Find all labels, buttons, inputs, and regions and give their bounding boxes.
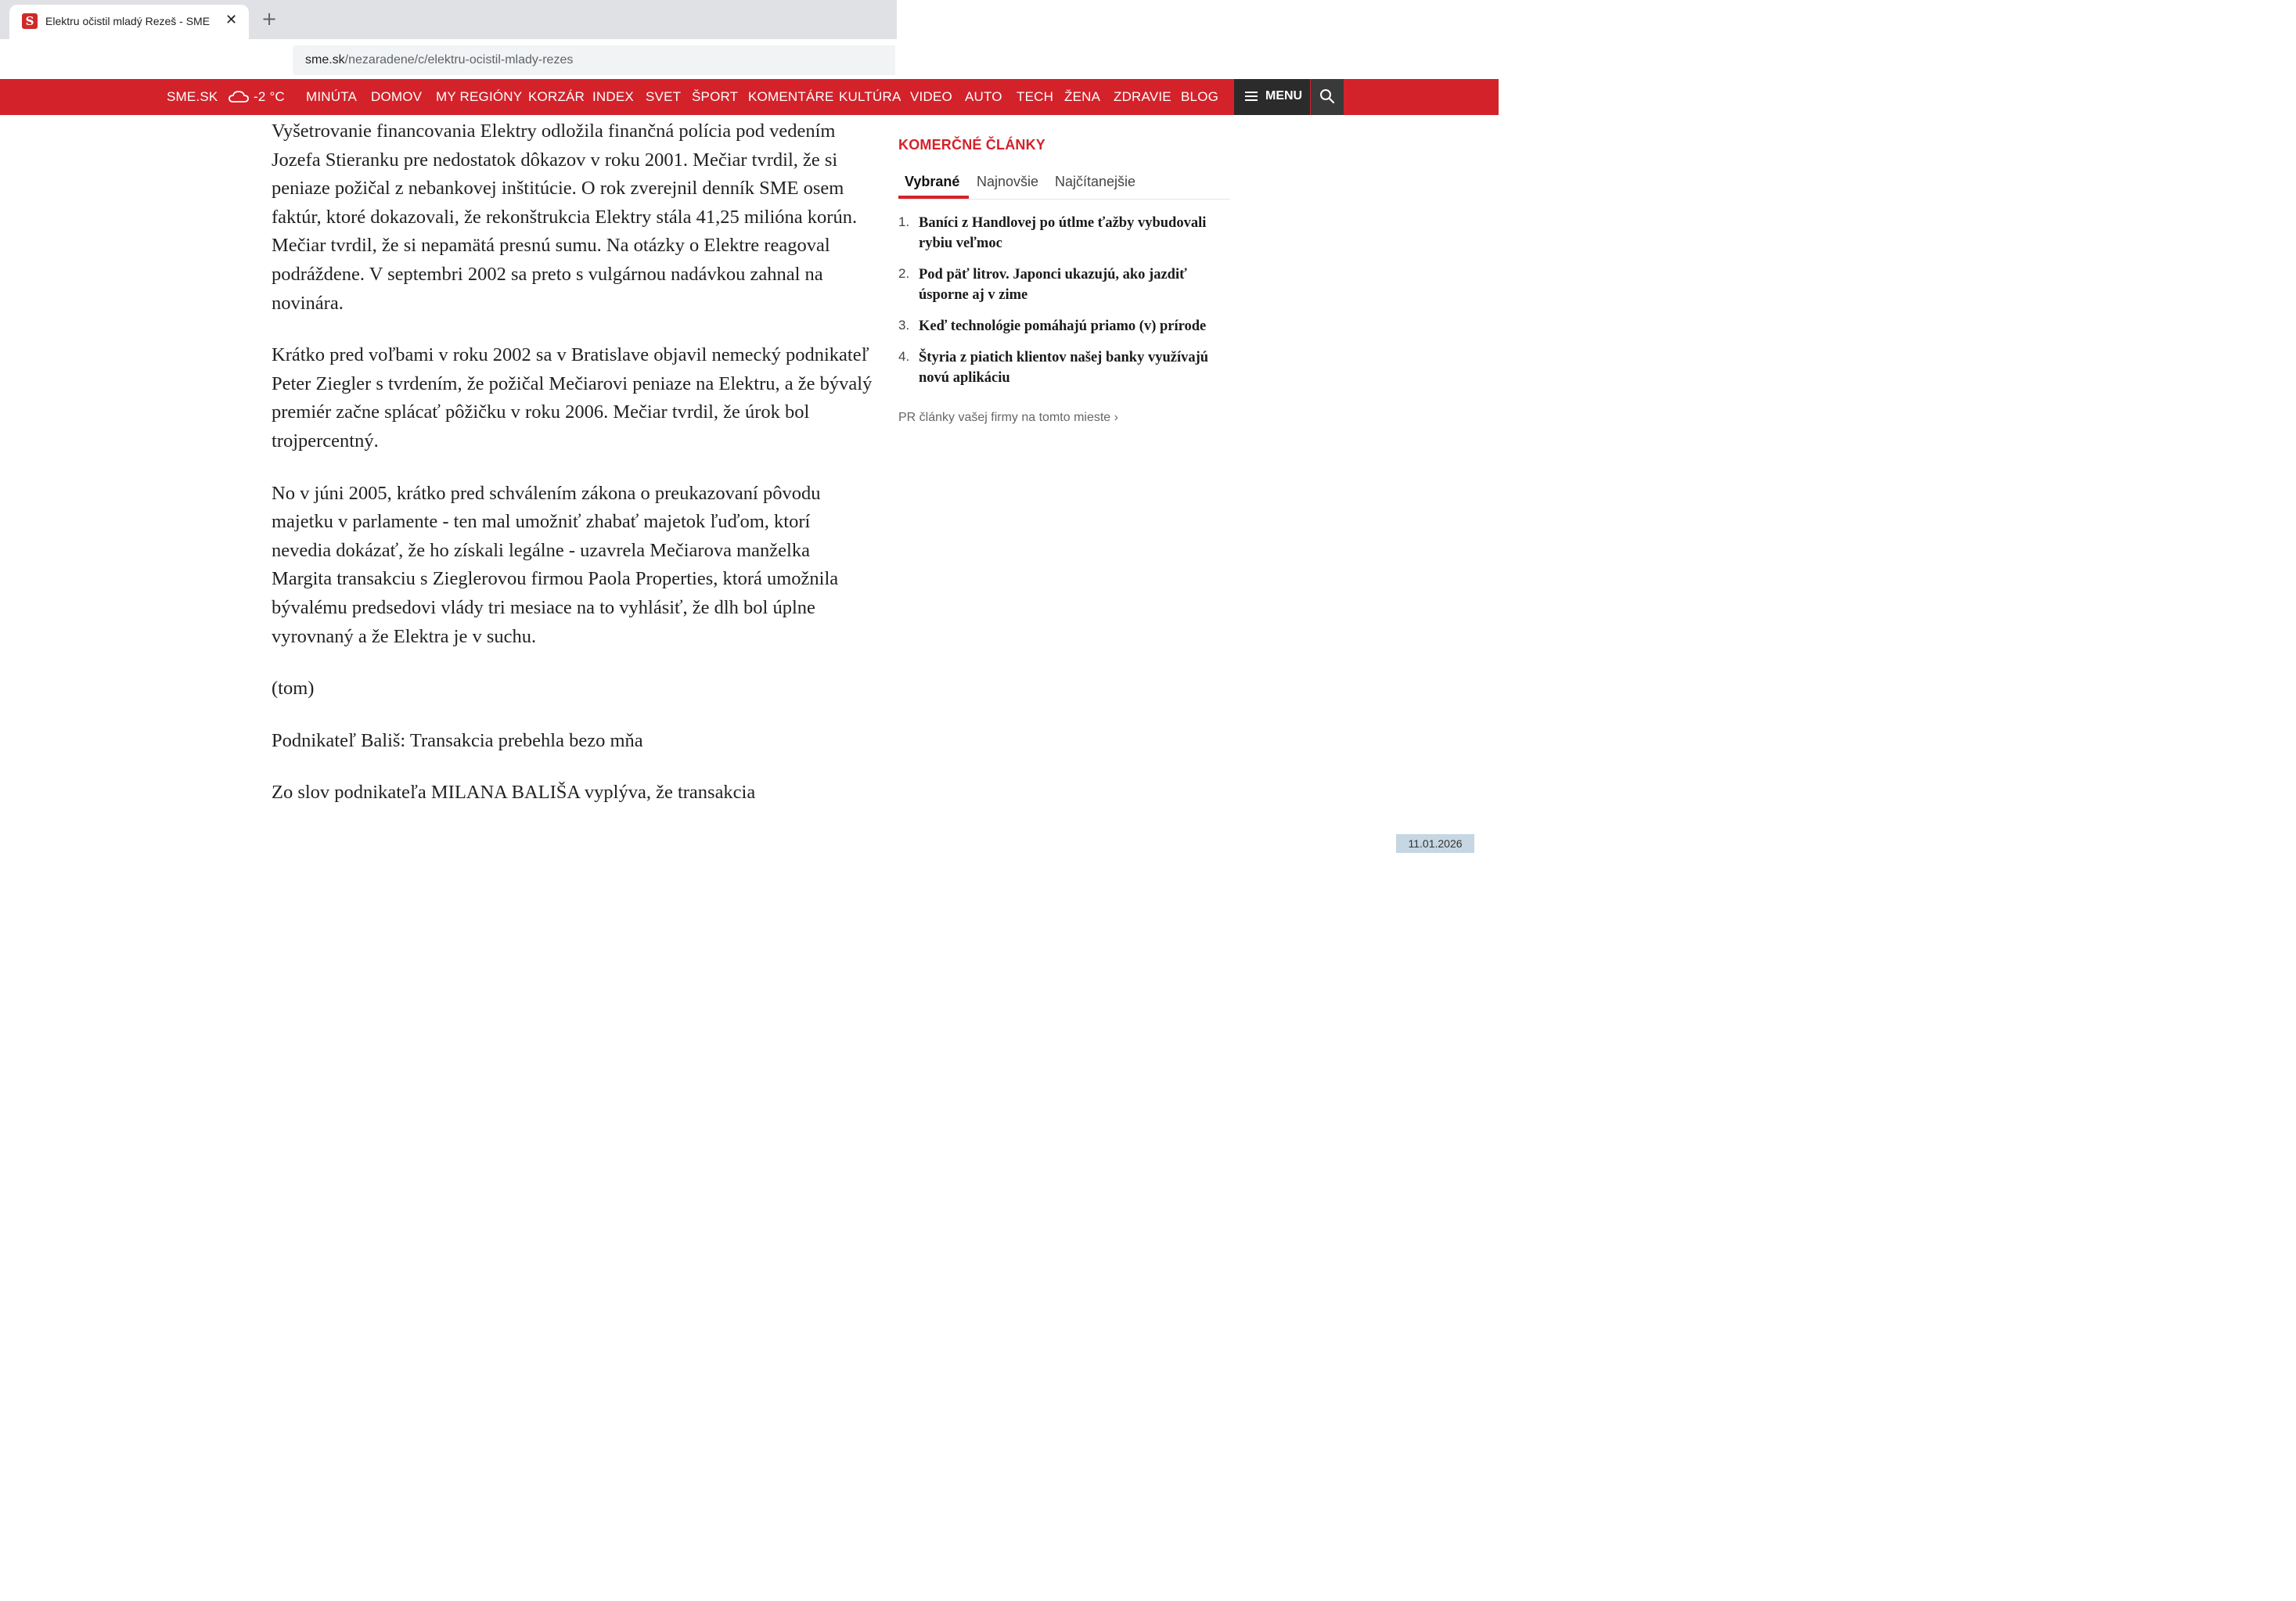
nav-item-kultura[interactable]: KULTÚRA	[839, 89, 901, 104]
hamburger-icon	[1245, 92, 1258, 101]
tab-strip	[0, 0, 897, 39]
article-author-tag: (tom)	[272, 678, 315, 700]
weather-temperature[interactable]: -2 °C	[254, 89, 285, 104]
list-item-number: 2.	[898, 266, 910, 281]
search-button[interactable]	[1311, 79, 1344, 115]
list-item[interactable]	[898, 316, 1235, 336]
article-paragraph: Zo slov podnikateľa MILANA BALIŠA vyplýva, že transakcia	[272, 782, 756, 804]
sidebar-tabs	[898, 172, 1230, 200]
nav-item-tech[interactable]: TECH	[1017, 89, 1054, 104]
url-text[interactable]	[305, 53, 573, 67]
article-body	[272, 117, 874, 812]
list-item-number: 4.	[898, 349, 910, 364]
tab-title: Elektru očistil mladý Rezeš - SME	[45, 15, 211, 27]
nav-item-zdravie[interactable]: ZDRAVIE	[1114, 89, 1171, 104]
menu-button[interactable]	[1234, 79, 1310, 115]
list-item-link[interactable]: Pod päť litrov. Japonci ukazujú, ako jazdiť úsporne aj v zime	[919, 267, 1187, 303]
browser-tab[interactable]	[9, 5, 249, 39]
nav-item-auto[interactable]: AUTO	[965, 89, 1002, 104]
article-paragraph: No v júni 2005, krátko pred schválením zákona o preukazovaní pôvodu majetku v parlamente - ten mal umožniť zhabať majetok ľuďom, ktorí nevedia dokázať, že ho získali legálne - uzavrela Mečiarova manželka Margita transakciu s Zieglerovou firmou Paola Properties, ktorá umožnila bývalému predsedovi vlády tri mesiace na to vyhlásiť, že dlh bol úplne vyrovnaný a že Elektra je v suchu.	[272, 482, 839, 647]
list-item[interactable]	[898, 213, 1235, 254]
nav-item-video[interactable]: VIDEO	[910, 89, 952, 104]
nav-item-zena[interactable]: ŽENA	[1064, 89, 1101, 104]
date-badge: 11.01.2026	[1396, 834, 1474, 853]
nav-brand-link[interactable]: SME.SK	[167, 89, 218, 104]
list-item[interactable]	[898, 347, 1235, 388]
nav-item-sport[interactable]: ŠPORT	[692, 89, 739, 104]
nav-item-svet[interactable]: SVET	[646, 89, 682, 104]
active-tab-indicator	[898, 196, 969, 199]
tab-najnovsie[interactable]: Najnovšie	[977, 174, 1039, 189]
list-item-link[interactable]: Baníci z Handlovej po útlme ťažby vybudovali rybiu veľmoc	[919, 215, 1207, 251]
site-navbar	[0, 79, 1499, 115]
article-paragraph: Vyšetrovanie financovania Elektry odložila finančná polícia pod vedením Jozefa Stieranku pre nedostatok dôkazov v roku 2001. Mečiar tvrdil, že si peniaze požičal z nebankovej inštitúcie. O rok zverejnil denník SME osem faktúr, ktoré dokazovali, že rekonštrukcia Elektry stála 41,25 milióna korún. Mečiar tvrdil, že si nepamätá presnú sumu. Na otázky o Elektre reagoval podráždene. V septembri 2002 sa preto s vulgárnou nadávkou zahnal na novinára.	[272, 121, 858, 314]
address-bar[interactable]	[293, 45, 895, 75]
nav-item-komentare[interactable]: KOMENTÁRE	[748, 89, 834, 104]
list-item-link[interactable]: Štyria z piatich klientov našej banky využívajú novú aplikáciu	[919, 350, 1209, 386]
search-icon	[1319, 88, 1335, 104]
nav-item-blog[interactable]: BLOG	[1181, 89, 1219, 104]
sme-favicon-icon: S	[22, 13, 38, 29]
pr-articles-link[interactable]: PR články vašej firmy na tomto mieste ›	[898, 411, 1118, 424]
nav-item-domov[interactable]: DOMOV	[371, 89, 423, 104]
list-item-number: 1.	[898, 214, 910, 229]
tab-najcitanejsie[interactable]: Najčítanejšie	[1055, 174, 1136, 189]
nav-item-korzar[interactable]: KORZÁR	[528, 89, 585, 104]
browser-toolbar	[0, 39, 897, 77]
browser-chrome	[0, 0, 897, 77]
sidebar-article-list	[898, 213, 1235, 399]
list-item-number: 3.	[898, 318, 910, 333]
article-viewport	[0, 117, 892, 812]
nav-item-minuta[interactable]: MINÚTA	[306, 89, 358, 104]
new-tab-button[interactable]: +	[261, 8, 278, 30]
list-item-link[interactable]: Keď technológie pomáhajú priamo (v) prírode	[919, 318, 1207, 334]
close-icon[interactable]: ✕	[225, 12, 238, 28]
sidebar-title: KOMERČNÉ ČLÁNKY	[898, 137, 1046, 153]
url-host: sme.sk	[305, 53, 345, 67]
nav-item-index[interactable]: INDEX	[592, 89, 634, 104]
tab-vybrane[interactable]: Vybrané	[905, 174, 960, 189]
nav-item-my-regiony[interactable]: MY REGIÓNY	[436, 89, 523, 104]
list-item[interactable]	[898, 264, 1235, 305]
url-path: /nezaradene/c/elektru-ocistil-mlady-rezes	[344, 53, 574, 67]
cloud-icon	[229, 89, 249, 105]
menu-label: MENU	[1265, 89, 1303, 103]
article-paragraph: Krátko pred voľbami v roku 2002 sa v Bratislave objavil nemecký podnikateľ Peter Ziegler s tvrdením, že požičal Mečiarovi peniaze na Elektru, a že bývalý premiér začne splácať pôžičku v roku 2006. Mečiar tvrdil, že úrok bol trojpercentný.	[272, 344, 873, 452]
article-subheading: Podnikateľ Bališ: Transakcia prebehla bezo mňa	[272, 729, 643, 751]
